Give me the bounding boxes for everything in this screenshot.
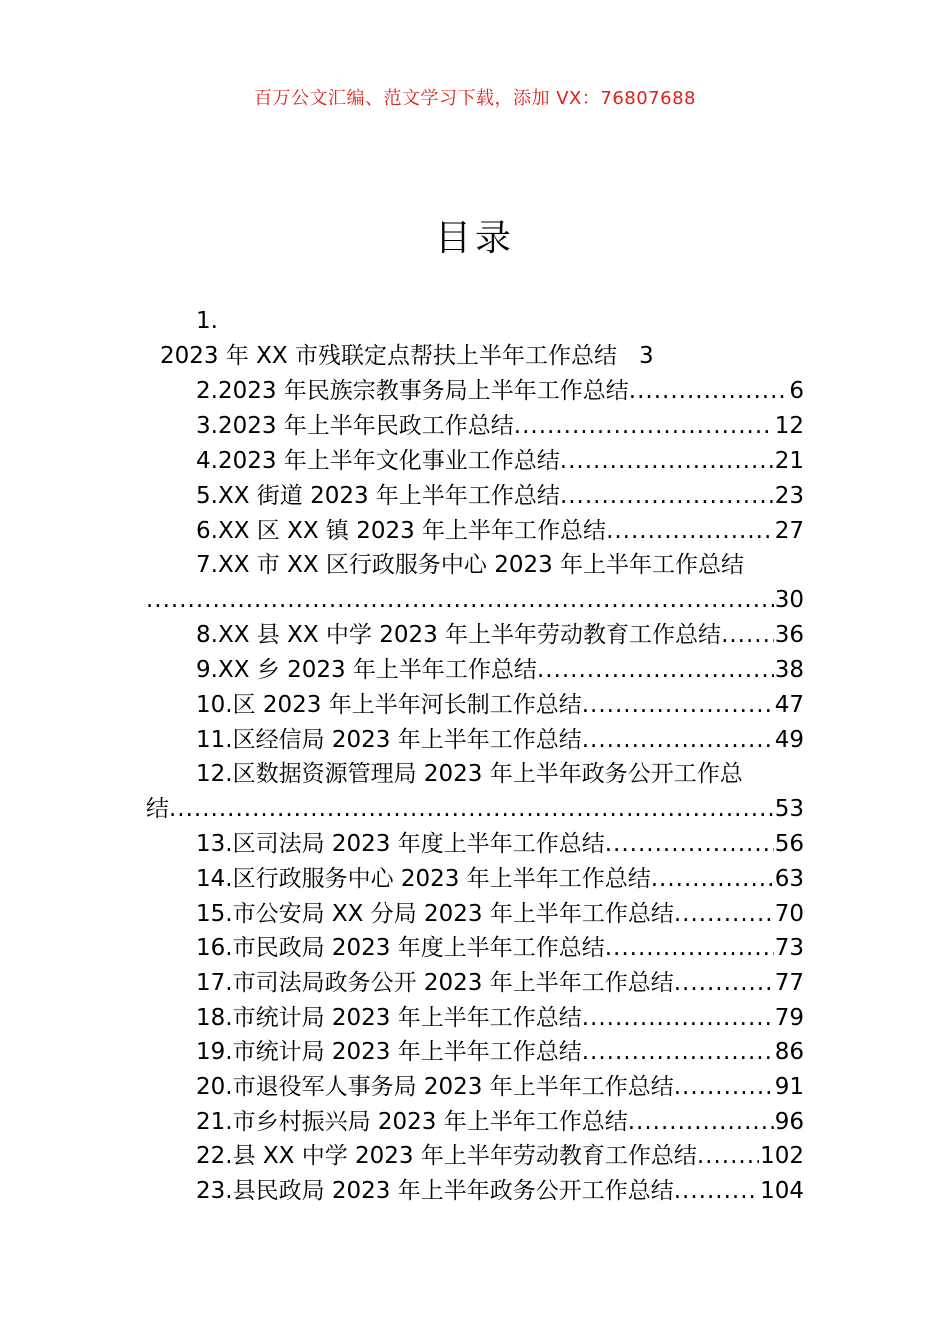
- toc-entry-label: 14.区行政服务中心 2023 年上半年工作总结: [196, 866, 651, 892]
- toc-entry-label: 22.县 XX 中学 2023 年上半年劳动教育工作总结: [196, 1143, 697, 1169]
- toc-entry-17[interactable]: [196, 966, 804, 1000]
- toc-page-number: 36: [774, 622, 804, 648]
- toc-entry-8[interactable]: [196, 618, 804, 652]
- toc-entry-label: 13.区司法局 2023 年度上半年工作总结: [196, 831, 605, 857]
- leader-dots: [582, 723, 774, 757]
- toc-page-number: 38: [774, 657, 804, 683]
- leader-dots: [651, 862, 774, 896]
- toc-entry-label: 18.市统计局 2023 年上半年工作总结: [196, 1005, 582, 1031]
- leader-dots: [605, 931, 774, 965]
- leader-dots: [674, 966, 774, 1000]
- toc-entry-label: 15.市公安局 XX 分局 2023 年上半年工作总结: [196, 901, 674, 927]
- toc-page-number: 23: [774, 483, 804, 509]
- toc-entry-12-continuation[interactable]: [146, 792, 804, 826]
- toc-entry-18[interactable]: [196, 1001, 804, 1035]
- toc-entry-9[interactable]: [196, 653, 804, 687]
- toc-entry-label: 9.XX 乡 2023 年上半年工作总结: [196, 657, 537, 683]
- toc-entry-1-number: 1.: [196, 308, 218, 334]
- leader-dots: [674, 1070, 774, 1104]
- leader-dots: [697, 1139, 759, 1173]
- toc-entry-13[interactable]: [196, 827, 804, 861]
- leader-dots: [169, 792, 774, 826]
- leader-dots: [582, 1035, 774, 1069]
- toc-entry-7[interactable]: 7.XX 市 XX 区行政服务中心 2023 年上半年工作总结: [196, 552, 745, 578]
- toc-page-number: 53: [774, 796, 804, 822]
- toc-entry-label: 6.XX 区 XX 镇 2023 年上半年工作总结: [196, 518, 607, 544]
- toc-entry-15[interactable]: [196, 897, 804, 931]
- toc-entry-3[interactable]: [196, 409, 804, 443]
- leader-dots: [582, 1001, 774, 1035]
- toc-page-number: 102: [760, 1143, 804, 1169]
- toc-entry-label: 8.XX 县 XX 中学 2023 年上半年劳动教育工作总结: [196, 622, 722, 648]
- toc-entry-6[interactable]: [196, 514, 804, 548]
- toc-page-number: 12: [774, 413, 804, 439]
- toc-entry-12[interactable]: 12.区数据资源管理局 2023 年上半年政务公开工作总: [196, 761, 743, 787]
- toc-entry-label: 17.市司法局政务公开 2023 年上半年工作总结: [196, 970, 674, 996]
- toc-page-number: 30: [774, 587, 804, 613]
- toc-entry-label: 2.2023 年民族宗教事务局上半年工作总结: [196, 378, 629, 404]
- toc-entry-10[interactable]: [196, 688, 804, 722]
- toc-page-number: 63: [774, 866, 804, 892]
- toc-entry-label: 21.市乡村振兴局 2023 年上半年工作总结: [196, 1109, 628, 1135]
- toc-entry-14[interactable]: [196, 862, 804, 896]
- toc-entry-1-title: 2023 年 XX 市残联定点帮扶上半年工作总结: [160, 343, 617, 369]
- header-banner: 百万公文汇编、范文学习下载，添加 VX：76807688: [254, 88, 696, 109]
- toc-page-number: 86: [774, 1039, 804, 1065]
- toc-entry-5[interactable]: [196, 479, 804, 513]
- toc-page-number: 6: [789, 378, 804, 404]
- toc-entry-21[interactable]: [196, 1105, 804, 1139]
- toc-entry-label: 16.市民政局 2023 年度上半年工作总结: [196, 935, 605, 961]
- toc-entry-label: 3.2023 年上半年民政工作总结: [196, 413, 514, 439]
- toc-page-number: 79: [774, 1005, 804, 1031]
- toc-page-number: 21: [774, 448, 804, 474]
- leader-dots: [674, 1174, 759, 1208]
- leader-dots: [674, 897, 774, 931]
- toc-page-number: 73: [774, 935, 804, 961]
- toc-page-number: 27: [774, 518, 804, 544]
- page-title: 目录: [434, 218, 515, 259]
- leader-dots: [537, 653, 774, 687]
- toc-entry-label: 10.区 2023 年上半年河长制工作总结: [196, 692, 582, 718]
- toc-entry-label: 4.2023 年上半年文化事业工作总结: [196, 448, 560, 474]
- leader-dots: [560, 479, 774, 513]
- toc-entry-1[interactable]: [160, 339, 720, 373]
- toc-entry-1-page: 3: [638, 343, 654, 369]
- leader-dots: [514, 409, 774, 443]
- toc-entry-4[interactable]: [196, 444, 804, 478]
- toc-page-number: 47: [774, 692, 804, 718]
- toc-page-number: 96: [774, 1109, 804, 1135]
- toc-page-number: 104: [760, 1178, 804, 1204]
- toc-page-number: 77: [774, 970, 804, 996]
- leader-dots: [629, 374, 789, 408]
- leader-dots: [605, 827, 774, 861]
- toc-entry-label: 19.市统计局 2023 年上半年工作总结: [196, 1039, 582, 1065]
- toc-entry-label: 11.区经信局 2023 年上半年工作总结: [196, 727, 582, 753]
- leader-dots: [628, 1105, 774, 1139]
- toc-entry-20[interactable]: [196, 1070, 804, 1104]
- leader-dots: [146, 583, 774, 617]
- toc-page-number: 70: [774, 901, 804, 927]
- toc-entry-7-continuation[interactable]: [146, 583, 804, 617]
- toc-entry-2[interactable]: [196, 374, 804, 408]
- toc-entry-label: 5.XX 街道 2023 年上半年工作总结: [196, 483, 560, 509]
- leader-dots: [606, 514, 774, 548]
- toc-entry-11[interactable]: [196, 723, 804, 757]
- toc-entry-22[interactable]: [196, 1139, 804, 1173]
- toc-entry-16[interactable]: [196, 931, 804, 965]
- leader-dots: [721, 618, 774, 652]
- toc-entry-label: 结: [146, 796, 169, 822]
- toc-page-number: 49: [774, 727, 804, 753]
- toc-page-number: 56: [774, 831, 804, 857]
- toc-page-number: 91: [774, 1074, 804, 1100]
- toc-entry-23[interactable]: [196, 1174, 804, 1208]
- toc-entry-19[interactable]: [196, 1035, 804, 1069]
- leader-dots: [582, 688, 774, 722]
- toc-entry-label: 23.县民政局 2023 年上半年政务公开工作总结: [196, 1178, 674, 1204]
- leader-dots: [560, 444, 774, 478]
- toc-entry-label: 20.市退役军人事务局 2023 年上半年工作总结: [196, 1074, 674, 1100]
